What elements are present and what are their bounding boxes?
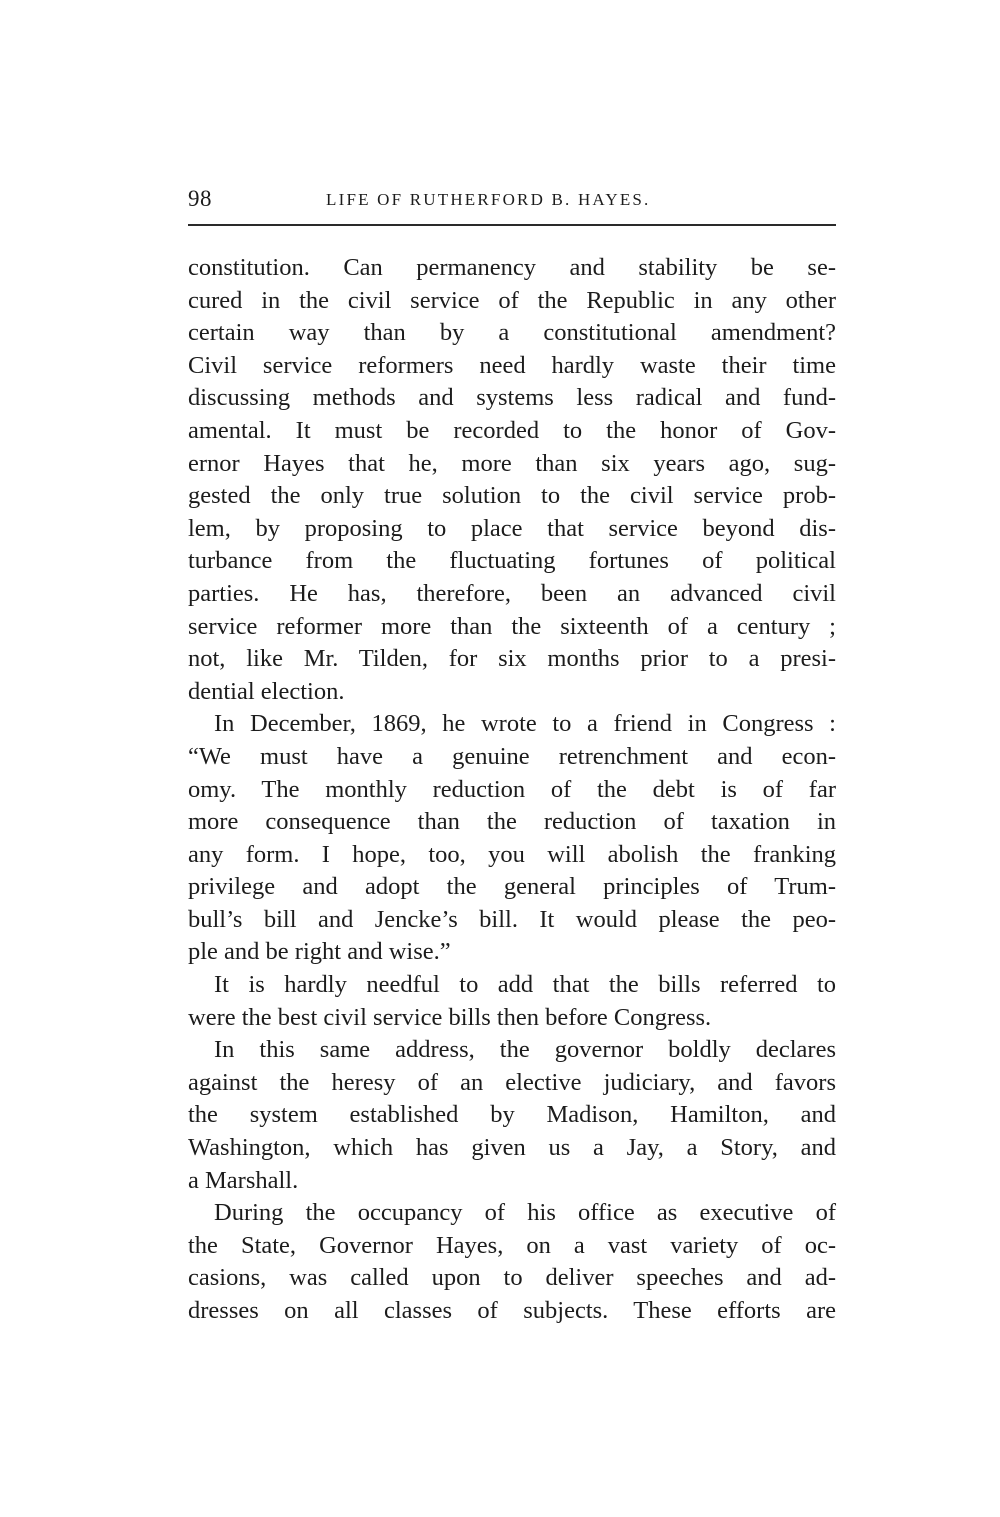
text-line: turbance from the fluctuating fortunes of political [188,547,836,575]
text-line: omy. The monthly reduction of the debt is of far [188,775,836,803]
text-line: lem, by proposing to place that service beyond dis- [188,514,836,542]
text-line: Civil service reformers need hardly waste their time [188,351,836,379]
text-line: the system established by Madison, Hamilton, and [188,1101,836,1129]
text-line: gested the only true solution to the civil service prob- [188,482,836,510]
text-line: a Marshall. [188,1166,299,1194]
text-line: amental. It must be recorded to the honor of Gov- [188,416,836,444]
text-line: dresses on all classes of subjects. These efforts are [188,1297,836,1324]
text-line: parties. He has, therefore, been an advanced civil [188,579,836,607]
text-line: In this same address, the governor boldly declares [214,1036,836,1064]
text-line: “We must have a genuine retrenchment and econ- [188,742,836,770]
text-line: In December, 1869, he wrote to a friend in Congress : [214,710,836,738]
text-line: privilege and adopt the general principles of Trum- [188,873,836,901]
page-header [188,186,836,222]
text-line: It is hardly needful to add that the bills referred to [214,971,836,999]
text-line: against the heresy of an elective judiciary, and favors [188,1068,836,1096]
text-line: ernor Hayes that he, more than six years ago, sug- [188,449,836,477]
text-line: ple and be right and wise.” [188,938,451,966]
text-line: constitution. Can permanency and stability be se- [188,254,836,281]
text-line: dential election. [188,677,345,705]
running-head: LIFE OF RUTHERFORD B. HAYES. [326,190,651,209]
text-line: more consequence than the reduction of taxation in [188,808,836,836]
text-line: certain way than by a constitutional amendment? [188,319,836,347]
header-rule [188,224,836,226]
text-line: Washington, which has given us a Jay, a Story, and [188,1134,836,1162]
text-line: cured in the civil service of the Republic in any other [188,286,836,314]
text-line: were the best civil service bills then before Congress. [188,1003,712,1031]
body-text [188,252,836,1328]
text-line: the State, Governor Hayes, on a vast variety of oc- [188,1231,836,1259]
text-line: not, like Mr. Tilden, for six months prior to a presi- [188,645,836,673]
text-line: casions, was called upon to deliver speeches and ad- [188,1264,836,1292]
page-number: 98 [188,186,212,211]
text-line: any form. I hope, too, you will abolish the franking [188,840,836,868]
text-line: bull’s bill and Jencke’s bill. It would please the peo- [188,905,836,933]
text-line: discussing methods and systems less radical and fund- [188,384,836,412]
text-line: service reformer more than the sixteenth of a century ; [188,612,836,640]
text-line: During the occupancy of his office as executive of [214,1199,836,1227]
